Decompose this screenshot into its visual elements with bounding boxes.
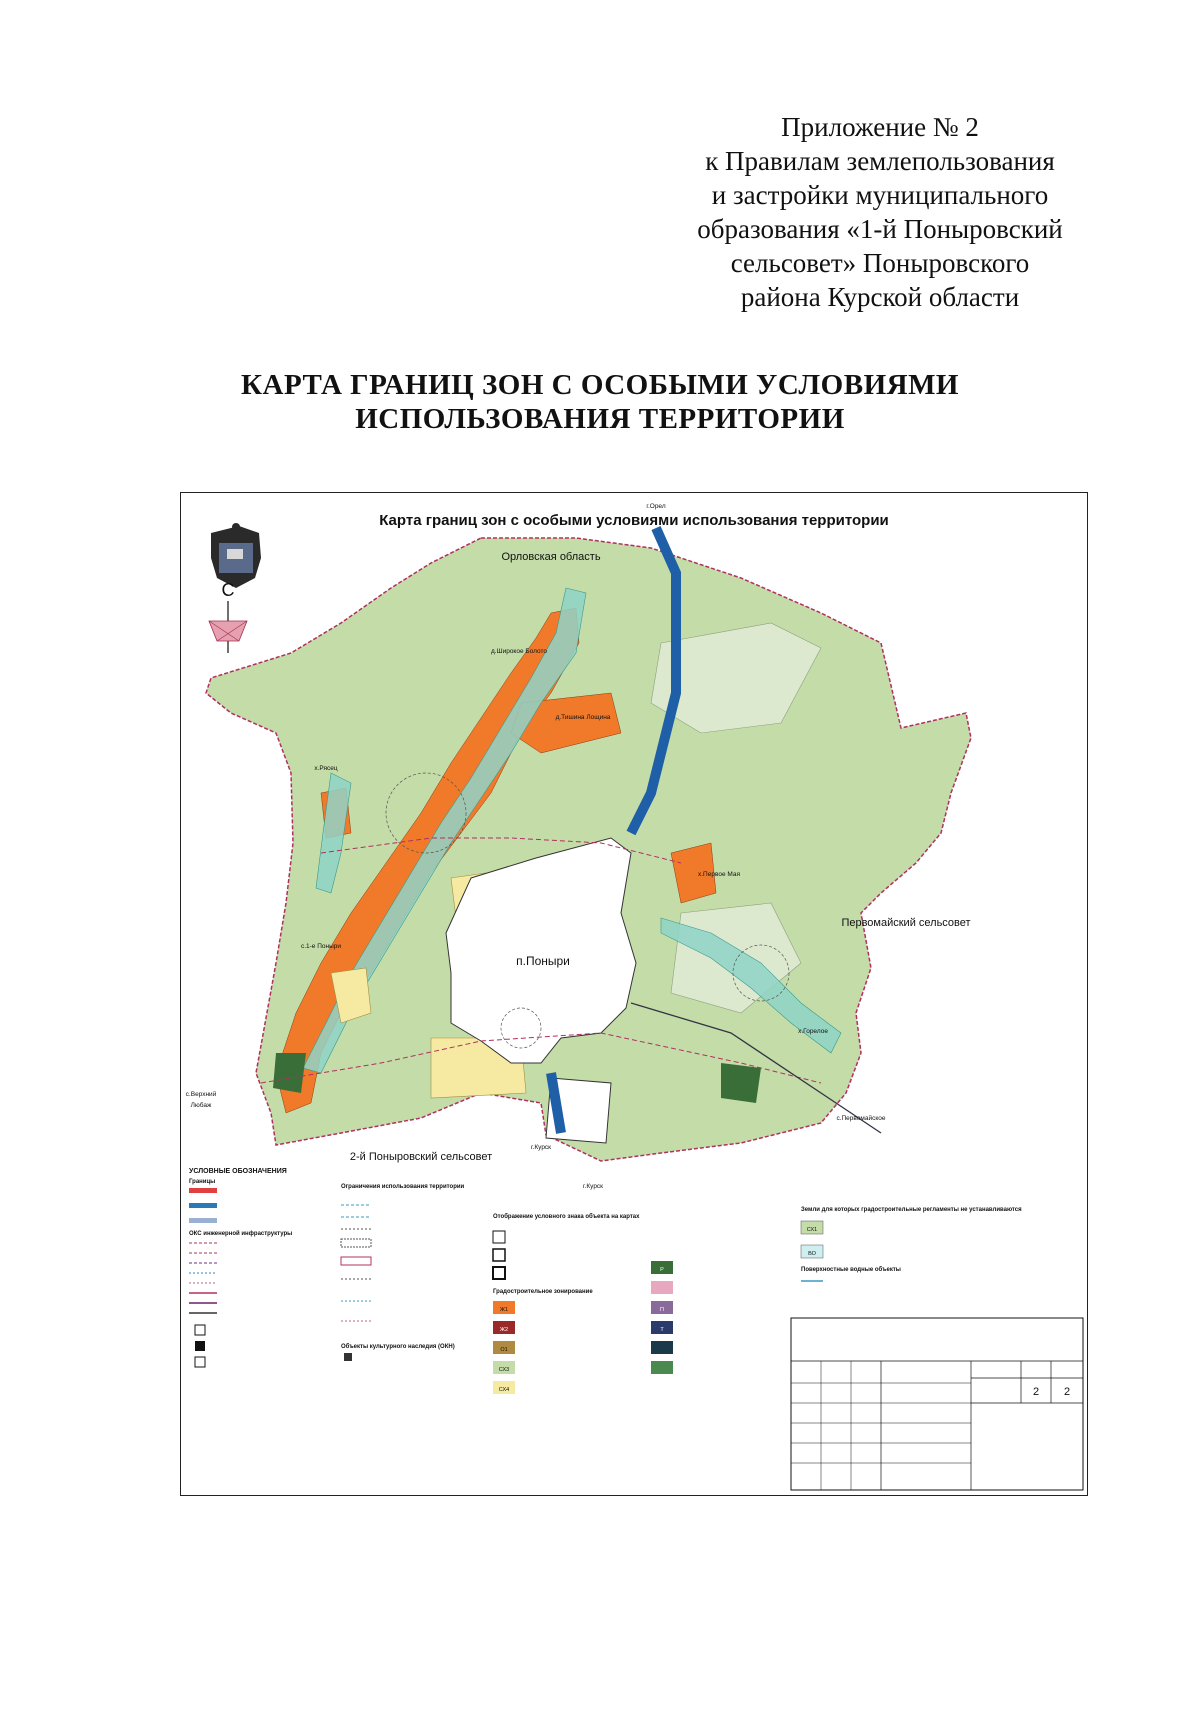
legend-code: Р [660,1267,664,1273]
legend-code: П [660,1307,664,1313]
settlement-label-ponyri: п.Поныри [516,954,570,968]
legend-code: О1 [500,1347,508,1353]
road-destination-label: Любаж [190,1102,212,1109]
stamp-sheets-total: 2 [1063,1386,1071,1398]
legend-code: СХ1 [806,1227,818,1233]
settlement-label: х.Рясец [314,765,338,772]
settlement-label: д.Широкое Болото [491,648,547,655]
appendix-line: к Правилам землепользования [705,146,1055,176]
compass-north-letter: С [221,580,235,600]
appendix-line: сельсовет» Поныровского [730,248,1030,278]
legend-code: Ж1 [499,1307,509,1313]
document-title-line-2: ИСПОЛЬЗОВАНИЯ ТЕРРИТОРИИ [355,403,845,435]
settlement-label: с.1-е Поныри [300,943,342,950]
road-destination-label: г.Курск [530,1144,552,1151]
legend-subheading: Отображение условного знака объекта на картах [493,1214,640,1220]
map-frame [180,492,1088,1496]
legend-subheading: Объекты культурного наследия (ОКН) [341,1344,455,1350]
document-title-line-1: КАРТА ГРАНИЦ ЗОН С ОСОБЫМИ УСЛОВИЯМИ [241,369,959,401]
compass-rose-icon [209,580,247,653]
road-destination-label: г.Орел [646,503,666,510]
recreation-zone [273,1053,306,1093]
map-title: Карта границ зон с особыми условиями использования территории [379,512,889,529]
legend-code: СХ4 [498,1387,510,1393]
appendix-line: и застройки муниципального [711,180,1049,210]
document-title [150,368,1050,436]
appendix-line: района Курской области [740,282,1020,312]
legend-code: СХ3 [498,1367,510,1373]
title-block-stamp [791,1318,1083,1490]
road-destination-label: с.Первомайское [836,1115,886,1122]
legend-code: Т [660,1327,664,1333]
legend-subheading: Ограничения использования территории [341,1184,465,1190]
legend-subheading: ОКС инженерной инфраструктуры [189,1231,293,1237]
legend-code: Ж2 [499,1327,509,1333]
settlement-label: д.Тишина Лощина [555,714,611,721]
settlement-label: х.Первое Мая [698,871,740,878]
legend-subheading: Земли для которых градостроительные регламенты не устанавливаются [801,1207,1022,1213]
road-destination-label: г.Курск [582,1183,604,1190]
appendix-block [660,110,1100,314]
region-label-south: 2-й Поныровский сельсовет [349,1151,493,1163]
legend-subheading: Градостроительное зонирование [493,1289,593,1295]
legend-subheading: Поверхностные водные объекты [801,1267,901,1273]
road-destination-label: с.Верхний [185,1091,217,1098]
appendix-line: Приложение № 2 [781,112,979,142]
region-label-east: Первомайский сельсовет [841,917,971,929]
stamp-sheet-number: 2 [1032,1386,1040,1398]
zoning-map [181,493,1087,1495]
region-label-north: Орловская область [501,551,601,563]
legend-code: ВО [808,1251,816,1257]
recreation-zone [721,1063,761,1103]
coat-of-arms-icon [211,523,261,588]
legend-subheading: Границы [189,1179,216,1185]
legend-heading: УСЛОВНЫЕ ОБОЗНАЧЕНИЯ [189,1168,287,1175]
appendix-line: образования «1-й Поныровский [697,214,1063,244]
settlement-label: х.Горелое [798,1028,828,1035]
